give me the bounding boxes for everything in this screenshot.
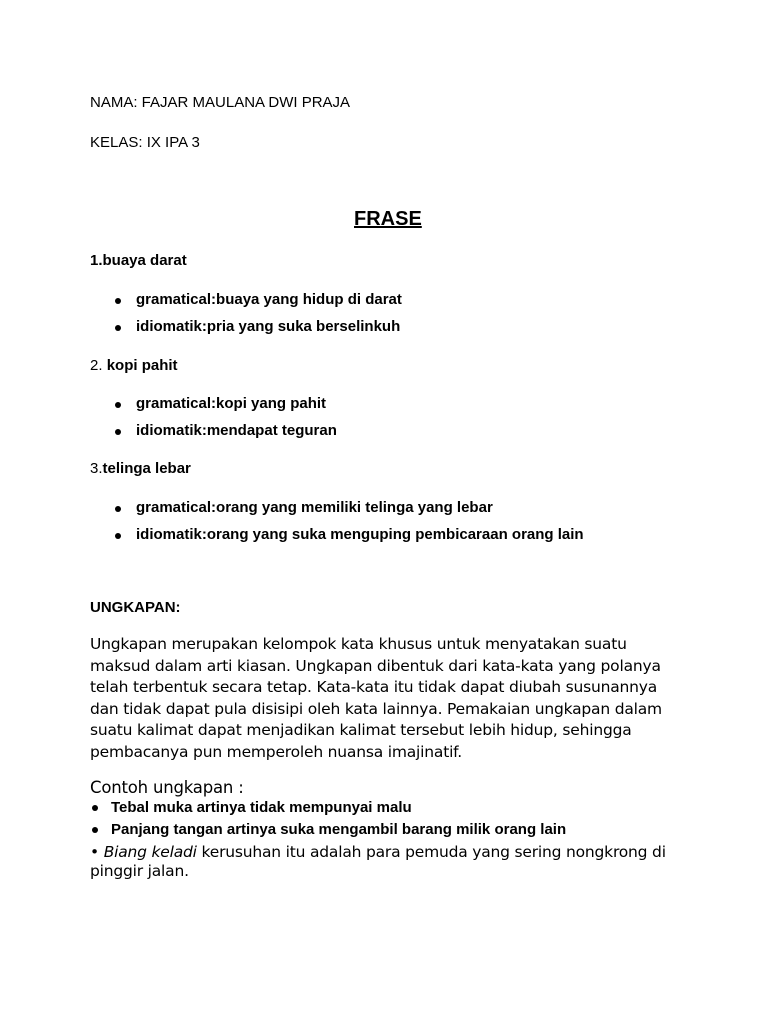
frase-item-term: telinga lebar xyxy=(102,460,191,477)
frase-item-term: buaya darat xyxy=(102,252,187,269)
example-continuation: pinggir jalan. xyxy=(90,862,189,880)
bullet-icon xyxy=(115,325,121,331)
frase-idiomatik: idiomatik:pria yang suka berselinkuh xyxy=(136,318,401,335)
student-name: NAMA: FAJAR MAULANA DWI PRAJA xyxy=(90,94,351,111)
example-item: Tebal muka artinya tidak mempunyai malu xyxy=(111,799,412,816)
bullet-icon xyxy=(115,506,121,512)
paragraph-line: pembacanya pun memperoleh nuansa imajinatif. xyxy=(90,742,463,761)
frase-idiomatik: idiomatik:orang yang suka menguping pembicaraan orang lain xyxy=(136,526,584,543)
paragraph-line: telah terbentuk secara tetap. Kata-kata itu tidak dapat diubah susunannya xyxy=(90,678,658,696)
page-title: FRASE xyxy=(354,208,422,230)
bullet-icon xyxy=(115,298,121,304)
frase-item-heading xyxy=(90,460,191,477)
paragraph-line: maksud dalam arti kiasan. Ungkapan dibentuk dari kata-kata yang polanya xyxy=(90,656,661,675)
bullet-icon xyxy=(92,805,98,811)
frase-gramatical: gramatical:buaya yang hidup di darat xyxy=(136,291,402,308)
ungkapan-paragraph xyxy=(90,634,690,763)
frase-item-heading xyxy=(90,252,187,269)
frase-item-number: 1. xyxy=(90,252,103,269)
frase-idiomatik: idiomatik:mendapat teguran xyxy=(136,422,337,439)
frase-item-number: 3. xyxy=(90,460,103,477)
example-italic-term: Biang keladi xyxy=(103,843,197,861)
example-text: kerusuhan itu adalah para pemuda yang sering nongkrong di xyxy=(196,843,666,861)
example-item: Panjang tangan artinya suka mengambil barang milik orang lain xyxy=(111,821,567,838)
frase-gramatical: gramatical:orang yang memiliki telinga yang lebar xyxy=(136,499,493,516)
frase-item-number: 2. xyxy=(90,357,107,374)
bullet-icon xyxy=(115,429,121,435)
frase-item-heading xyxy=(90,357,178,374)
bullet-icon xyxy=(115,533,121,539)
section-heading: UNGKAPAN: xyxy=(90,599,181,616)
bullet-icon xyxy=(92,827,98,833)
paragraph-line: suatu kalimat dapat menjadikan kalimat tersebut lebih hidup, sehingga xyxy=(90,721,632,739)
paragraph-line: Ungkapan merupakan kelompok kata khusus untuk menyatakan suatu xyxy=(90,635,627,653)
student-class: KELAS: IX IPA 3 xyxy=(90,134,200,151)
examples-heading: Contoh ungkapan : xyxy=(90,778,244,797)
bullet-icon xyxy=(115,402,121,408)
paragraph-line: dan tidak dapat pula disisipi oleh kata lainnya. Pemakaian ungkapan dalam xyxy=(90,699,662,718)
example-item xyxy=(90,843,666,861)
frase-gramatical: gramatical:kopi yang pahit xyxy=(136,395,327,412)
bullet-glyph: • xyxy=(90,843,99,861)
frase-item-term: kopi pahit xyxy=(106,357,178,374)
